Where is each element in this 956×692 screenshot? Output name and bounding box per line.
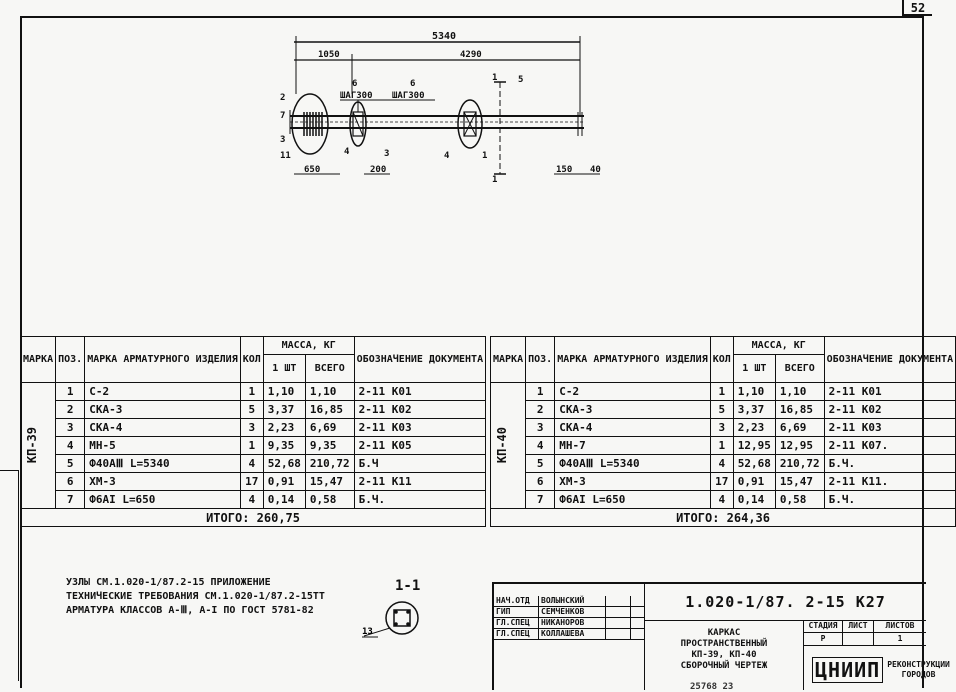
archive-number: 25768 23 bbox=[690, 682, 734, 692]
cell-total: 210,72 bbox=[775, 455, 824, 473]
cell-qty: 4 bbox=[240, 455, 263, 473]
signature bbox=[606, 618, 631, 628]
dim-right: 4290 bbox=[460, 50, 482, 60]
cell-qty: 4 bbox=[710, 455, 733, 473]
callout-3: 3 bbox=[280, 135, 286, 145]
hdr-mass-total: ВСЕГО bbox=[305, 355, 354, 383]
cell-one: 0,14 bbox=[733, 491, 775, 509]
cell-doc: 2-11 К03 bbox=[824, 419, 955, 437]
dim-total: 5340 bbox=[432, 31, 457, 42]
hdr-mass-total: ВСЕГО bbox=[775, 355, 824, 383]
cell-one: 52,68 bbox=[263, 455, 305, 473]
table-row bbox=[21, 419, 486, 437]
callout-6a: 6 bbox=[352, 79, 358, 89]
hdr-pos: ПОЗ. bbox=[526, 337, 555, 383]
title-line: СБОРОЧНЫЙ ЧЕРТЕЖ bbox=[680, 661, 768, 671]
callout-3b: 3 bbox=[384, 149, 390, 159]
table-row bbox=[491, 491, 956, 509]
spec-table-kp40 bbox=[490, 336, 956, 527]
role: ГИП bbox=[494, 607, 539, 617]
signature-row bbox=[494, 629, 644, 640]
page-number: 52 bbox=[902, 0, 932, 16]
cell-item: ХМ-3 bbox=[555, 473, 711, 491]
hdr-mass: МАССА, КГ bbox=[263, 337, 354, 355]
cell-item: Ф6АI L=650 bbox=[85, 491, 241, 509]
organization bbox=[804, 650, 950, 690]
sheets-value: 1 bbox=[897, 634, 903, 643]
signature-row bbox=[494, 618, 644, 629]
hdr-mark: МАРКА bbox=[491, 337, 526, 383]
cell-qty: 1 bbox=[710, 383, 733, 401]
cell-one: 0,91 bbox=[263, 473, 305, 491]
cell-total: 16,85 bbox=[775, 401, 824, 419]
title-line: ПРОСТРАНСТВЕННЫЙ bbox=[680, 639, 768, 649]
cell-pos: 5 bbox=[56, 455, 85, 473]
hdr-product: МАРКА АРМАТУРНОГО ИЗДЕЛИЯ bbox=[85, 337, 241, 383]
cell-qty: 4 bbox=[710, 491, 733, 509]
role: ГЛ.СПЕЦ bbox=[494, 629, 539, 639]
table-row bbox=[491, 401, 956, 419]
cell-pos: 1 bbox=[526, 383, 555, 401]
signatures bbox=[494, 596, 644, 640]
note-line: УЗЛЫ СМ.1.020-1/87.2-15 ПРИЛОЖЕНИЕ bbox=[66, 577, 271, 588]
cell-qty: 17 bbox=[710, 473, 733, 491]
cell-pos: 4 bbox=[526, 437, 555, 455]
cell-pos: 2 bbox=[526, 401, 555, 419]
cell-total: 12,95 bbox=[775, 437, 824, 455]
cell-item: СКА-3 bbox=[85, 401, 241, 419]
note-line: АРМАТУРА КЛАССОВ А-Ⅲ, А-I ПО ГОСТ 5781-82 bbox=[66, 605, 314, 616]
callout-2: 2 bbox=[280, 93, 286, 103]
cell-doc: 2-11 К07. bbox=[824, 437, 955, 455]
cell-doc: Б.Ч. bbox=[354, 491, 485, 509]
table-row bbox=[491, 437, 956, 455]
section-mark-top: 1 bbox=[492, 73, 498, 83]
cell-qty: 4 bbox=[240, 491, 263, 509]
title-block bbox=[492, 582, 950, 690]
cell-qty: 3 bbox=[710, 419, 733, 437]
callout-5: 5 bbox=[518, 75, 524, 85]
cell-one: 0,91 bbox=[733, 473, 775, 491]
cell-item: ХМ-3 bbox=[85, 473, 241, 491]
cell-one: 1,10 bbox=[733, 383, 775, 401]
callout-11: 11 bbox=[280, 151, 291, 161]
title-line: КП-39, КП-40 bbox=[691, 650, 757, 660]
cell-item: С-2 bbox=[85, 383, 241, 401]
table-row bbox=[21, 401, 486, 419]
cell-doc: 2-11 К11. bbox=[824, 473, 955, 491]
name: СЕМЧЕНКОВ bbox=[539, 607, 606, 617]
name: КОЛЛАШЕВА bbox=[539, 629, 606, 639]
table-row bbox=[21, 455, 486, 473]
cell-item: С-2 bbox=[555, 383, 711, 401]
side-stamp bbox=[0, 470, 19, 681]
spec-table-kp39 bbox=[20, 336, 486, 527]
frame-drawing bbox=[260, 24, 620, 184]
table-row bbox=[21, 473, 486, 491]
cell-item: Ф40АⅢ L=5340 bbox=[555, 455, 711, 473]
cell-qty: 1 bbox=[240, 437, 263, 455]
section-view bbox=[358, 594, 428, 644]
hdr-mass-one: 1 ШТ bbox=[263, 355, 305, 383]
signature bbox=[606, 607, 631, 617]
role: ГЛ.СПЕЦ bbox=[494, 618, 539, 628]
cell-item: Ф6АI L=650 bbox=[555, 491, 711, 509]
cell-total: 16,85 bbox=[305, 401, 354, 419]
dim-650: 650 bbox=[304, 165, 321, 175]
cell-total: 0,58 bbox=[775, 491, 824, 509]
cell-one: 0,14 bbox=[263, 491, 305, 509]
signature-row bbox=[494, 607, 644, 618]
callout-7: 7 bbox=[280, 111, 286, 121]
cell-pos: 3 bbox=[526, 419, 555, 437]
table-row bbox=[21, 383, 486, 401]
cell-pos: 5 bbox=[526, 455, 555, 473]
table-row bbox=[491, 455, 956, 473]
cell-item: СКА-3 bbox=[555, 401, 711, 419]
mark-kp40: КП-40 bbox=[495, 427, 509, 464]
cell-one: 2,23 bbox=[733, 419, 775, 437]
note-line: ТЕХНИЧЕСКИЕ ТРЕБОВАНИЯ СМ.1.020-1/87.2-15ТТ bbox=[66, 591, 325, 602]
cell-one: 3,37 bbox=[733, 401, 775, 419]
org-subtitle: РЕКОНСТРУКЦИИ ГОРОДОВ bbox=[887, 660, 950, 679]
hdr-mass-one: 1 ШТ bbox=[733, 355, 775, 383]
callout-4a: 4 bbox=[344, 147, 350, 157]
table-row bbox=[491, 383, 956, 401]
cell-total: 15,47 bbox=[775, 473, 824, 491]
table-row bbox=[21, 491, 486, 509]
cell-qty: 1 bbox=[240, 383, 263, 401]
section-callout: 13 bbox=[362, 627, 373, 637]
cell-item: МН-5 bbox=[85, 437, 241, 455]
cell-item: МН-7 bbox=[555, 437, 711, 455]
hdr-qty: КОЛ bbox=[710, 337, 733, 383]
signature bbox=[606, 596, 631, 606]
cell-pos: 4 bbox=[56, 437, 85, 455]
callout-1: 1 bbox=[482, 151, 488, 161]
cell-pos: 6 bbox=[526, 473, 555, 491]
cell-qty: 1 bbox=[710, 437, 733, 455]
cell-doc: 2-11 К01 bbox=[824, 383, 955, 401]
hdr-doc: ОБОЗНАЧЕНИЕ ДОКУМЕНТА bbox=[354, 337, 485, 383]
stage-value: Р bbox=[804, 633, 843, 645]
callout-6b: 6 bbox=[410, 79, 416, 89]
cell-doc: Б.Ч. bbox=[824, 455, 955, 473]
cell-doc: 2-11 К03 bbox=[354, 419, 485, 437]
name: НИКАНОРОВ bbox=[539, 618, 606, 628]
cell-doc: 2-11 К02 bbox=[354, 401, 485, 419]
cell-pos: 7 bbox=[526, 491, 555, 509]
org-logo: ЦНИИП bbox=[812, 657, 883, 683]
cell-item: СКА-4 bbox=[85, 419, 241, 437]
callout-4b: 4 bbox=[444, 151, 450, 161]
hdr-qty: КОЛ bbox=[240, 337, 263, 383]
sheet-header: ЛИСТ bbox=[843, 620, 874, 632]
cell-pos: 1 bbox=[56, 383, 85, 401]
section-title: 1-1 bbox=[395, 578, 421, 594]
table-row bbox=[21, 437, 486, 455]
dim-40: 40 bbox=[590, 165, 601, 175]
hdr-mass: МАССА, КГ bbox=[733, 337, 824, 355]
cell-doc: 2-11 К01 bbox=[354, 383, 485, 401]
cell-doc: 2-11 К02 bbox=[824, 401, 955, 419]
cell-total: 1,10 bbox=[305, 383, 354, 401]
general-notes bbox=[66, 576, 325, 618]
cell-qty: 17 bbox=[240, 473, 263, 491]
cell-pos: 2 bbox=[56, 401, 85, 419]
cell-doc: Б.Ч. bbox=[824, 491, 955, 509]
cell-one: 12,95 bbox=[733, 437, 775, 455]
table-row bbox=[491, 419, 956, 437]
cell-qty: 5 bbox=[240, 401, 263, 419]
cell-one: 9,35 bbox=[263, 437, 305, 455]
name: ВОЛЫНСКИЙ bbox=[539, 596, 606, 606]
cell-item: Ф40АⅢ L=5340 bbox=[85, 455, 241, 473]
cell-pos: 6 bbox=[56, 473, 85, 491]
hdr-doc: ОБОЗНАЧЕНИЕ ДОКУМЕНТА bbox=[824, 337, 955, 383]
table-row bbox=[491, 473, 956, 491]
cell-total: 6,69 bbox=[305, 419, 354, 437]
cell-pos: 7 bbox=[56, 491, 85, 509]
dim-150: 150 bbox=[556, 165, 573, 175]
title-line: КАРКАС bbox=[707, 628, 741, 638]
drawing-title bbox=[644, 620, 804, 690]
cell-doc: 2-11 К11 bbox=[354, 473, 485, 491]
cell-one: 2,23 bbox=[263, 419, 305, 437]
cell-qty: 5 bbox=[710, 401, 733, 419]
cell-item: СКА-4 bbox=[555, 419, 711, 437]
total-kp40: ИТОГО: 264,36 bbox=[491, 509, 956, 527]
cell-total: 210,72 bbox=[305, 455, 354, 473]
signature-row bbox=[494, 596, 644, 607]
mark-kp39: КП-39 bbox=[25, 427, 39, 464]
sheet-value bbox=[843, 633, 874, 645]
cell-total: 6,69 bbox=[775, 419, 824, 437]
cell-qty: 3 bbox=[240, 419, 263, 437]
cell-total: 1,10 bbox=[775, 383, 824, 401]
dim-left: 1050 bbox=[318, 50, 340, 60]
hdr-product: МАРКА АРМАТУРНОГО ИЗДЕЛИЯ bbox=[555, 337, 711, 383]
cell-one: 52,68 bbox=[733, 455, 775, 473]
stage-block bbox=[804, 620, 926, 650]
document-code: 1.020-1/87. 2-15 К27 bbox=[644, 584, 926, 621]
cell-total: 15,47 bbox=[305, 473, 354, 491]
cell-one: 3,37 bbox=[263, 401, 305, 419]
section-mark-bottom: 1 bbox=[492, 175, 498, 185]
hdr-pos: ПОЗ. bbox=[56, 337, 85, 383]
hdr-mark: МАРКА bbox=[21, 337, 56, 383]
cell-pos: 3 bbox=[56, 419, 85, 437]
cell-total: 0,58 bbox=[305, 491, 354, 509]
sheets-header: ЛИСТОВ bbox=[885, 621, 915, 630]
pitch-label-2: ШАГ300 bbox=[392, 91, 425, 101]
role: НАЧ.ОТД bbox=[494, 596, 539, 606]
total-kp39: ИТОГО: 260,75 bbox=[21, 509, 486, 527]
cell-doc: Б.Ч bbox=[354, 455, 485, 473]
pitch-label-1: ШАГ300 bbox=[340, 91, 373, 101]
dim-200: 200 bbox=[370, 165, 387, 175]
cell-doc: 2-11 К05 bbox=[354, 437, 485, 455]
cell-total: 9,35 bbox=[305, 437, 354, 455]
signature bbox=[606, 629, 631, 639]
stage-header: СТАДИЯ bbox=[804, 620, 843, 632]
cell-one: 1,10 bbox=[263, 383, 305, 401]
